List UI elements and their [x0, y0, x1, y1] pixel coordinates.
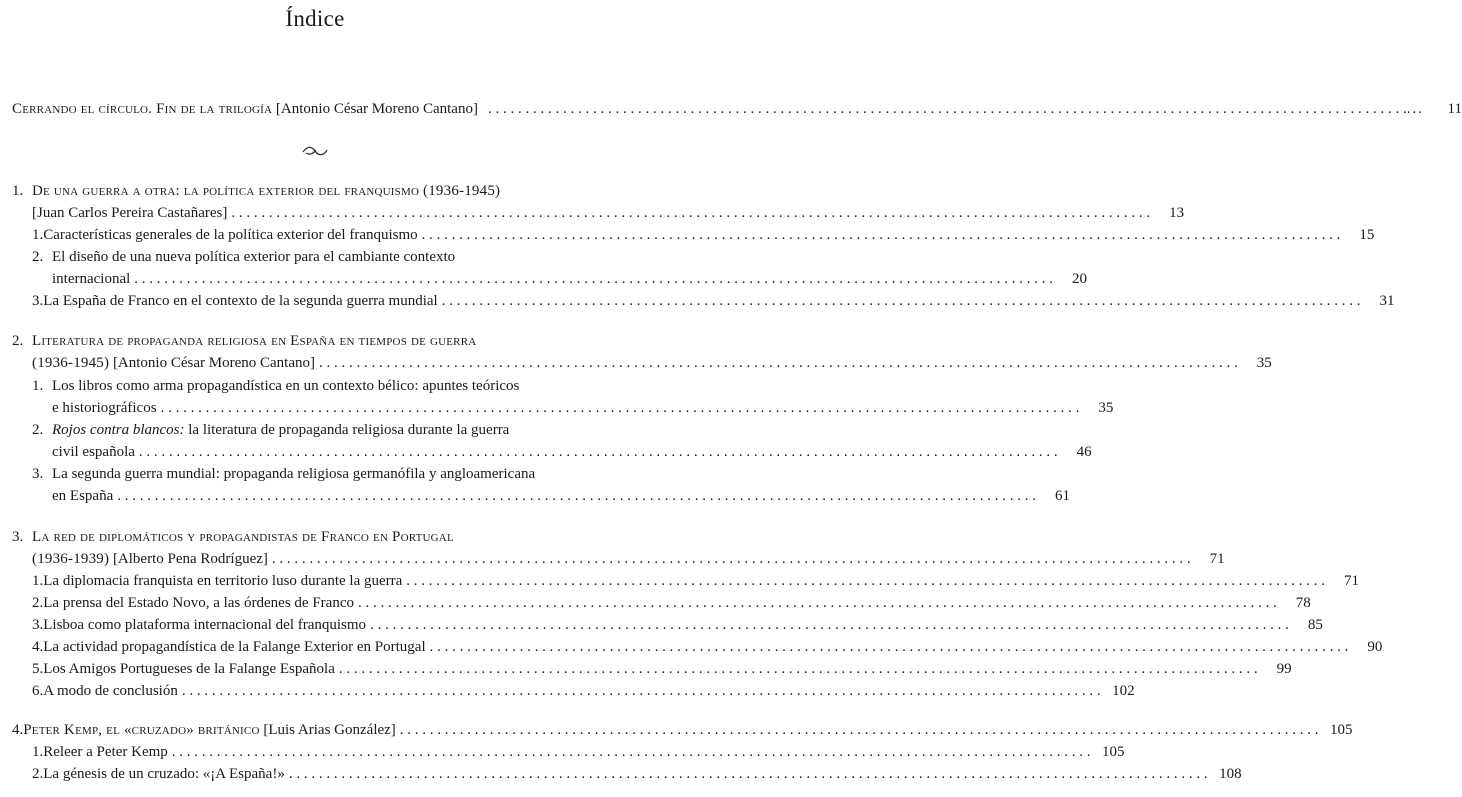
leader-dots — [422, 224, 1341, 246]
section-title: Lisboa como plataforma internacional del franquismo — [43, 617, 367, 633]
chapter-3-author: [Alberto Pena Rodríguez] — [112, 551, 268, 567]
section-number: 6. — [32, 683, 44, 699]
section-title: La actividad propagandística de la Falange Exterior en Portugal — [43, 639, 426, 655]
section-title: El diseño de una nueva política exterior para el cambiante contexto — [52, 249, 456, 265]
section-page: 102 — [1112, 683, 1135, 699]
section-page: 35 — [1098, 400, 1114, 416]
toc-section-entry[interactable] — [32, 636, 1383, 658]
leader-dots — [289, 763, 1208, 785]
section-page: 46 — [1076, 444, 1092, 460]
leader-dots — [406, 570, 1325, 592]
section-number: 3. — [32, 293, 44, 309]
chapter-3-page: 71 — [1209, 551, 1225, 567]
section-number: 5. — [32, 661, 44, 677]
chapter-3-author-line[interactable] — [32, 548, 1225, 570]
section-title: La prensa del Estado Novo, a las órdenes de Franco — [43, 595, 354, 611]
section-title-cont: e historiográficos — [52, 400, 157, 416]
section-title: La génesis de un cruzado: «¡A España!» — [43, 766, 285, 782]
section-page: 85 — [1307, 617, 1323, 633]
section-number: 1. — [32, 744, 44, 760]
chapter-2-author: [Antonio César Moreno Cantano] — [112, 355, 315, 371]
page-title: Índice — [285, 6, 345, 31]
toc-section-entry[interactable] — [32, 658, 1292, 680]
section-title: La España de Franco en el contexto de la segunda guerra mundial — [43, 293, 438, 309]
chapter-4-author: [Luis Arias González] — [263, 722, 396, 738]
chapter-1-title: De una guerra a otra: la política exterior del franquismo (1936-1945) — [32, 183, 501, 199]
leader-dots — [319, 352, 1238, 374]
chapter-2-heading[interactable] — [12, 330, 612, 352]
section-page: 71 — [1344, 573, 1360, 589]
toc-section-entry[interactable] — [32, 592, 1311, 614]
section-page: 105 — [1102, 744, 1125, 760]
toc-section-entry[interactable] — [32, 419, 612, 441]
chapter-3-title-cont: (1936-1939) — [32, 551, 110, 567]
leader-dots — [134, 268, 1053, 290]
section-number: 3. — [32, 617, 44, 633]
toc-section-entry[interactable] — [32, 741, 1125, 763]
toc-section-entry[interactable] — [32, 290, 1395, 312]
intro-leader: . . . ... — [488, 98, 1424, 120]
section-title: Releer a Peter Kemp — [43, 744, 168, 760]
chapter-3-heading[interactable] — [12, 526, 612, 548]
toc-intro-entry[interactable] — [12, 98, 1462, 120]
section-title: A modo de conclusión — [43, 683, 178, 699]
chapter-4-page: 105 — [1330, 722, 1353, 738]
chapter-1-heading[interactable] — [12, 180, 612, 202]
toc-section-entry[interactable] — [32, 224, 1375, 246]
section-title-cont: internacional — [52, 271, 131, 287]
section-page: 31 — [1379, 293, 1395, 309]
section-title-italic: Rojos contra blancos: — [52, 422, 185, 438]
chapter-2-number: 2. — [12, 333, 24, 349]
section-title: La segunda guerra mundial: propaganda religiosa germanófila y angloamericana — [52, 466, 536, 482]
section-number: 1. — [32, 573, 44, 589]
section-page: 61 — [1054, 488, 1070, 504]
toc-section-entry-cont[interactable] — [52, 485, 1070, 507]
leader-dots — [358, 592, 1277, 614]
section-page: 99 — [1276, 661, 1292, 677]
fleuron-icon — [300, 144, 330, 158]
section-title: Características generales de la política exterior del franquismo — [43, 227, 418, 243]
chapter-1-number: 1. — [12, 183, 24, 199]
section-page: 15 — [1359, 227, 1375, 243]
leader-dots — [272, 548, 1191, 570]
section-number: 3. — [32, 466, 44, 482]
toc-section-entry[interactable] — [32, 246, 612, 268]
section-number: 2. — [32, 766, 44, 782]
chapter-3-title: La red de diplomáticos y propagandistas de Franco en Portugal — [32, 529, 454, 545]
section-title-cont: civil española — [52, 444, 135, 460]
toc-section-entry-cont[interactable] — [52, 441, 1092, 463]
leader-dots — [442, 290, 1361, 312]
chapter-4-title: Peter Kemp, el «cruzado» británico — [23, 722, 260, 738]
section-title: La diplomacia franquista en territorio luso durante la guerra — [43, 573, 403, 589]
chapter-3-number: 3. — [12, 529, 24, 545]
section-number: 1. — [32, 378, 44, 394]
toc-section-entry[interactable] — [32, 763, 1242, 785]
section-number: 1. — [32, 227, 44, 243]
section-title-cont: en España — [52, 488, 114, 504]
chapter-2-page: 35 — [1256, 355, 1272, 371]
toc-section-entry-cont[interactable] — [52, 397, 1114, 419]
leader-dots — [430, 636, 1349, 658]
intro-title: Cerrando el círculo. Fin de la trilogía — [12, 101, 273, 117]
section-title: Los Amigos Portugueses de la Falange Española — [43, 661, 335, 677]
chapter-4-heading[interactable] — [12, 719, 1353, 741]
section-page: 90 — [1367, 639, 1383, 655]
leader-dots — [182, 680, 1101, 702]
chapter-1-author: [Juan Carlos Pereira Castañares] — [32, 205, 228, 221]
leader-dots — [172, 741, 1091, 763]
chapter-1-author-line[interactable] — [32, 202, 1185, 224]
leader-dots — [117, 485, 1036, 507]
chapter-4-number: 4. — [12, 722, 24, 738]
chapter-2-title: Literatura de propaganda religiosa en España en tiempos de guerra — [32, 333, 477, 349]
section-page: 78 — [1295, 595, 1311, 611]
section-page: 108 — [1219, 766, 1242, 782]
intro-author: [Antonio César Moreno Cantano] — [275, 101, 478, 117]
chapter-2-author-line[interactable] — [32, 352, 1272, 374]
section-page: 20 — [1072, 271, 1088, 287]
leader-dots — [139, 441, 1058, 463]
intro-page: 11 — [1447, 101, 1462, 117]
section-number: 4. — [32, 639, 44, 655]
leader-dots — [339, 658, 1258, 680]
toc-section-entry[interactable] — [32, 375, 612, 397]
leader-dots — [231, 202, 1150, 224]
leader-dots — [400, 719, 1319, 741]
toc-section-entry[interactable] — [32, 614, 1323, 636]
section-number: 2. — [32, 422, 44, 438]
section-number: 2. — [32, 595, 44, 611]
chapter-2-title-cont: (1936-1945) — [32, 355, 110, 371]
leader-dots — [370, 614, 1289, 636]
chapter-1-page: 13 — [1169, 205, 1185, 221]
section-title: Los libros como arma propagandística en un contexto bélico: apuntes teóricos — [52, 378, 520, 394]
toc-section-entry-cont[interactable] — [52, 268, 1088, 290]
leader-dots — [161, 397, 1080, 419]
toc-section-entry[interactable] — [32, 463, 612, 485]
section-title: la literatura de propaganda religiosa durante la guerra — [184, 422, 510, 438]
section-number: 2. — [32, 249, 44, 265]
toc-section-entry[interactable] — [32, 680, 1135, 702]
toc-section-entry[interactable] — [32, 570, 1360, 592]
